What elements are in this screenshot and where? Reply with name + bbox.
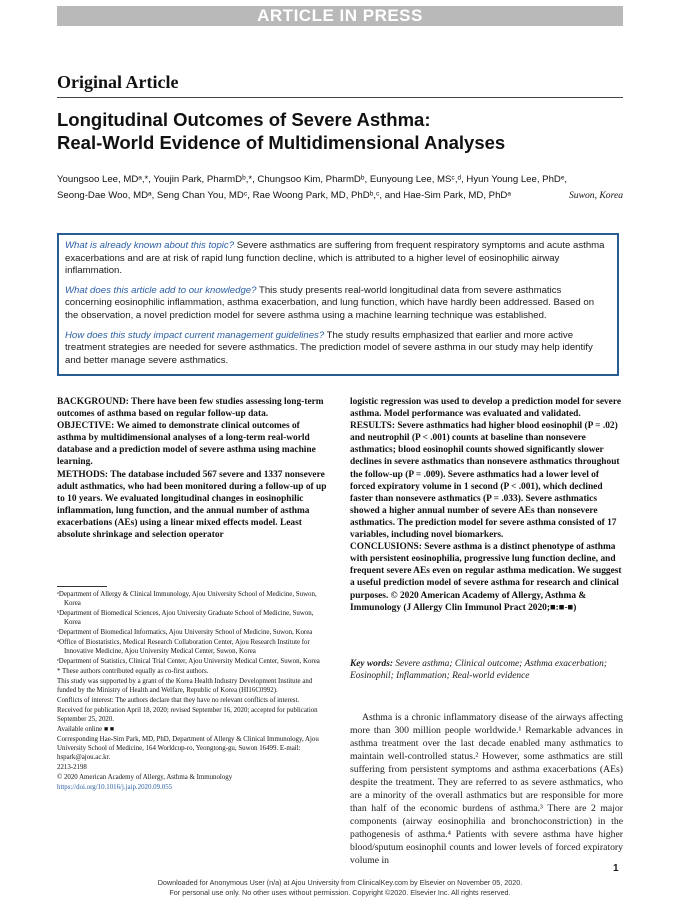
abstract-background: BACKGROUND: There have been few studies assessing long-term outcomes of asthma based on regular follow-up data. [57,397,324,420]
highlight-question: What does this article add to our knowledge? [65,284,257,296]
footnote-conflicts: Conflicts of interest: The authors declare that they have no relevant conflicts of interest. [57,697,300,704]
doi-line [57,783,331,792]
header-divider [57,97,623,98]
authors-line-1: Youngsoo Lee, MDᵃ,*, Youjin Park, PharmDᵇ,*, Chungsoo Kim, PharmDᵇ, Eunyoung Lee, MSᶜ,ᵈ, Hyun Young Lee, PhDᵉ, [57,174,568,185]
footnote-received: Received for publication April 18, 2020; revised September 16, 2020; accepted for publication September 25, 2020. [57,707,318,723]
footnote-affiliation-a: ᵃDepartment of Allergy & Clinical Immunology, Ajou University School of Medicine, Suwon, Korea [57,591,317,607]
abstract-methods: METHODS: The database included 567 severe and 1337 nonsevere adult asthmatics, who had been monitored during a follow-up of up to 10 years. We evaluated longitudinal changes in eosinophilic inflammation, lung function, and the annual number of asthma exacerbations (AEs) using a linear mixed effects model. Least absolute shrinkage and selection operator [57,469,327,541]
footnote-affiliation-b: ᵇDepartment of Biomedical Sciences, Ajou University Graduate School of Medicine, Suwon, Korea [57,610,314,626]
footnote-affiliation-c: ᶜDepartment of Biomedical Informatics, Ajou University School of Medicine, Suwon, Korea [57,629,313,636]
footnote-corresponding: Corresponding Hae-Sim Park, MD, PhD, Department of Allergy & Clinical Immunology, Ajou University School of Medicine, 164 Worldcup-ro, Yeongtong-gu, Suwon 16499. E-mail: hspark@ajou.ac.kr. [57,736,319,761]
highlight-adds [65,285,609,323]
keywords-label: Key words: [350,659,393,669]
footnote-issn: 2213-2198 [57,764,87,771]
highlight-answer: The study results emphasized that earlier and more active treatment strategies are needed for severe asthmatics. The prediction model of severe asthma in our study may help identify and better manage severe asthmatics. [65,329,593,366]
page-number: 1 [613,863,619,874]
download-notice-line-2: For personal use only. No other uses without permission. Copyright ©2020. Elsevier Inc. All rights reserved. [169,887,511,897]
authors-location: Suwon, Korea [568,190,623,201]
authors-line-2 [57,188,623,204]
highlight-question: What is already known about this topic? [65,240,235,251]
author-list [57,172,623,204]
abstract-conclusions: CONCLUSIONS: Severe asthma is a distinct phenotype of asthma with persistent eosinophilia, progressive lung function decline, and frequent severe AEs even on regular asthma medication. We suggest a useful prediction model of severe asthma for research and clinical purposes. © 2020 American Academy of Allergy, Asthma & Immunology (J Allergy Clin Immunol Pract 2020;■:■-■) [350,542,622,613]
abstract-results: RESULTS: Severe asthmatics had higher blood eosinophil (P = .02) and neutrophil (P < .001) counts at baseline than nonsevere asthmatics; blood eosinophil counts showed significantly slower declines in severe asthmatics than nonsevere asthmatics throughout the follow-up (P = .009). Severe asthmatics had a lower level of forced expiratory volume in 1 second (P < .001), which declined faster than nonsevere asthmatics (P = .033). Severe asthmatics showed a higher annual number of severe AEs than nonsevere asthmatics. The prediction model for severe asthma consisted of 17 variables, including novel biomarkers. [350,421,620,541]
keywords [350,658,623,683]
footnote-affiliation-e: ᵉDepartment of Statistics, Clinical Trial Center, Ajou University Medical Center, Suwon, Korea [57,658,320,665]
abstract-left-column [57,396,329,541]
title-line-1: Longitudinal Outcomes of Severe Asthma: [57,109,431,130]
footnote-copyright: © 2020 American Academy of Allergy, Asthma & Immunology [57,774,233,781]
article-in-press-banner: ARTICLE IN PRESS [57,6,623,26]
highlight-answer: Severe asthmatics are suffering from frequent respiratory symptoms and acute asthma exacerbations and are at risk of rapid lung function decline, which is attributed to a higher level of eosinophilic airway inflammation. [65,240,605,277]
abstract-methods-cont: logistic regression was used to develop a prediction model for severe asthma. Model performance was evaluated and validated. [350,397,621,420]
highlight-impact [65,330,609,368]
article-title [57,108,623,154]
footnote-divider [57,586,107,587]
highlight-question: How does this study impact current management guidelines? [65,329,325,341]
keywords-text: Severe asthma; Clinical outcome; Asthma exacerbation; Eosinophil; Inflammation; Real-world evidence [350,659,607,682]
download-notice [57,878,623,897]
highlights-box [57,233,619,376]
footnote-affiliation-d: ᵈOffice of Biostatistics, Medical Research Collaboration Center, Ajou Research Institute for Innovative Medicine, Ajou University Medical Center, Suwon, Korea [57,639,310,655]
footnote-funding: This study was supported by a grant of the Korea Health Industry Development Institute and funded by the Ministry of Health and Welfare, Republic of Korea (HI16C0992). [57,678,313,694]
footnote-available: Available online ■ ■ [57,726,114,733]
abstract-right-column [350,396,623,614]
title-line-2: Real-World Evidence of Multidimensional Analyses [57,132,506,153]
footnote-cofirst: * These authors contributed equally as co-first authors. [57,668,209,675]
download-notice-line-1: Downloaded for Anonymous User (n/a) at Ajou University from ClinicalKey.com by Elsevier on November 05, 2020. [157,878,523,887]
abstract-objective: OBJECTIVE: We aimed to demonstrate clinical outcomes of asthma by multidimensional analyses of a long-term real-world database and a prediction model of severe asthma using machine learning. [57,421,316,468]
highlight-answer: This study presents real-world longitudinal data from severe asthmatics concerning eosinophilic inflammation, asthma exacerbation, and lung function, which have hardly been addressed. Based on the observation, a novel prediction model for severe asthma using a machine learning technique was established. [65,284,595,321]
footnotes [57,590,331,793]
highlight-known [65,240,609,278]
doi-link[interactable]: https://doi.org/10.1016/j.jaip.2020.09.055 [57,784,173,791]
introduction [350,711,623,867]
authors-line-2-names: Seong-Dae Woo, MDᵃ, Seng Chan You, MDᶜ, Rae Woong Park, MD, PhDᵇ,ᶜ, and Hae-Sim Park, MD, PhDᵃ [57,190,511,201]
section-label: Original Article [57,72,179,92]
intro-paragraph: Asthma is a chronic inflammatory disease of the airways affecting more than 300 million people worldwide.¹ Remarkable advances in asthma treatment over the last decade enabled many asthmatics to maintain well-controlled status.² However, some asthmatics are still suffering from persistent symptoms and asthma exacerbations (AEs) despite the treatment. They are referred to as severe asthmatics, who are a minority of the overall asthmatics but are responsible for more than half of the economic burdens of asthma.³ There are 2 major components (airway eosinophilia and bronchoconstriction) in the pathogenesis of asthma.⁴ Patients with severe asthma have higher blood/sputum eosinophil counts and lower levels of forced expiratory volume in [350,712,623,866]
